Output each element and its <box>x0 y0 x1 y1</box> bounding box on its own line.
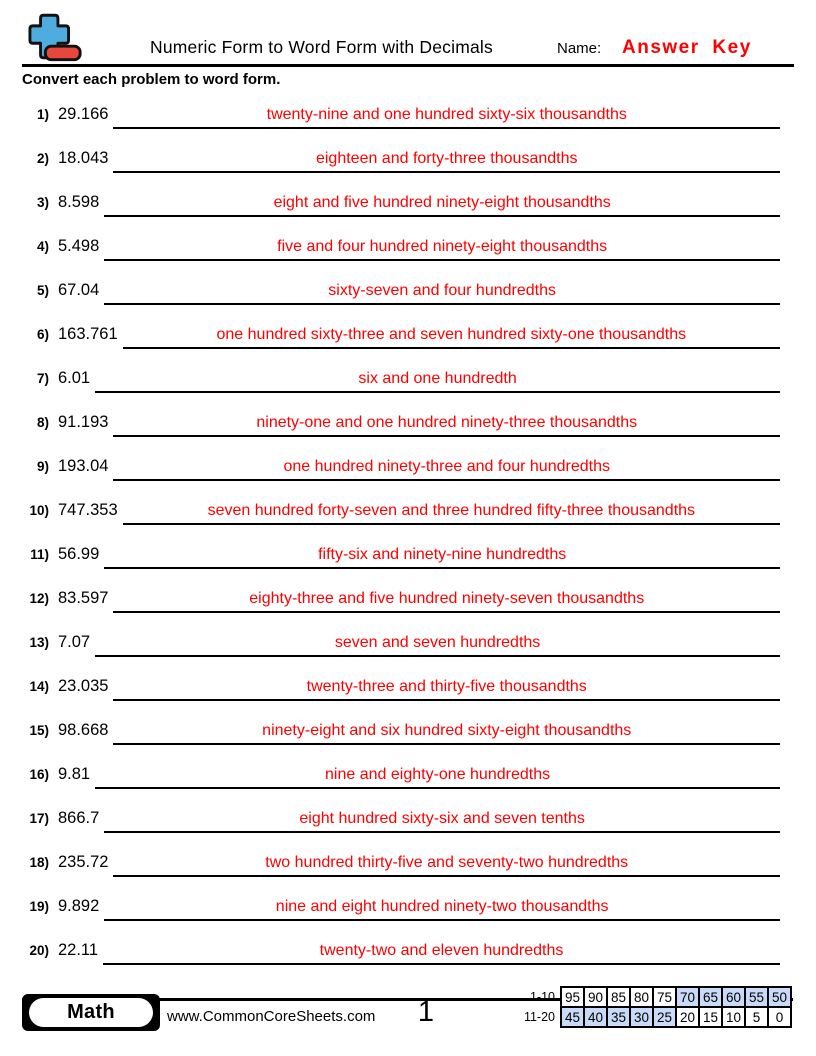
score-cell: 75 <box>653 987 676 1007</box>
problem-row <box>22 318 780 362</box>
answer-blank-line <box>95 634 780 657</box>
name-label: Name: <box>557 40 602 57</box>
problem-number: 17) <box>29 811 49 826</box>
answer-blank-line <box>95 370 780 393</box>
problem-number: 11) <box>30 547 49 562</box>
answer-blank-line <box>113 150 780 173</box>
website-url: www.CommonCoreSheets.com <box>167 1008 376 1025</box>
problem-value: 29.166 <box>58 105 109 123</box>
problem-answer: one hundred ninety-three and four hundredths <box>283 458 610 475</box>
problem-number: 19) <box>29 899 49 914</box>
answer-blank-line <box>113 106 780 129</box>
score-cell: 95 <box>561 987 584 1007</box>
score-cell: 60 <box>722 987 745 1007</box>
problem-answer: seven and seven hundredths <box>334 634 541 651</box>
problem-row <box>22 758 780 802</box>
problem-row <box>22 714 780 758</box>
problem-answer: eighteen and forty-three thousandths <box>315 150 578 167</box>
problem-number: 15) <box>29 723 49 738</box>
problem-number: 8) <box>36 415 49 430</box>
problem-number: 14) <box>29 679 49 694</box>
problem-number: 7) <box>36 371 49 386</box>
score-cell: 0 <box>768 1007 791 1027</box>
problem-answer: fifty-six and ninety-nine hundredths <box>318 546 567 563</box>
score-cell: 25 <box>653 1007 676 1027</box>
score-cell: 40 <box>584 1007 607 1027</box>
problem-row <box>22 450 780 494</box>
problem-answer: twenty-nine and one hundred sixty-six thousandths <box>266 106 627 123</box>
problem-number: 10) <box>29 503 49 518</box>
problem-answer: eight and five hundred ninety-eight thousandths <box>273 194 611 211</box>
problem-row <box>22 186 780 230</box>
problem-number: 13) <box>29 635 49 650</box>
problem-row <box>22 670 780 714</box>
answer-key-text: Answer Key <box>622 37 752 58</box>
answer-blank-line <box>103 942 780 965</box>
score-range-label: 11-20 <box>523 1010 555 1024</box>
problem-answer: twenty-three and thirty-five thousandths <box>306 678 587 695</box>
answer-blank-line <box>104 810 780 833</box>
problem-row <box>22 362 780 406</box>
problem-row <box>22 538 780 582</box>
subject-badge-label: Math <box>67 1001 115 1023</box>
problem-number: 16) <box>29 767 49 782</box>
score-table <box>524 986 792 1028</box>
problem-number: 12) <box>29 591 49 606</box>
problem-value: 9.892 <box>58 897 100 915</box>
header <box>22 0 794 67</box>
problem-value: 98.668 <box>58 721 109 739</box>
problem-number: 1) <box>36 107 49 122</box>
problem-row <box>22 142 780 186</box>
problem-number: 6) <box>36 327 49 342</box>
problem-row <box>22 802 780 846</box>
problem-answer: sixty-seven and four hundredths <box>328 282 556 299</box>
problem-value: 6.01 <box>58 369 91 387</box>
answer-blank-line <box>113 590 780 613</box>
problem-value: 235.72 <box>58 853 109 871</box>
problem-value: 866.7 <box>58 809 100 827</box>
problem-value: 747.353 <box>58 501 118 519</box>
problem-number: 9) <box>36 459 49 474</box>
problem-row <box>22 890 780 934</box>
problem-number: 18) <box>29 855 49 870</box>
problem-answer: seven hundred forty-seven and three hundred fifty-three thousandths <box>207 502 696 519</box>
subject-badge <box>22 994 160 1031</box>
worksheet-title: Numeric Form to Word Form with Decimals <box>150 37 493 57</box>
score-cell: 15 <box>699 1007 722 1027</box>
score-cell: 90 <box>584 987 607 1007</box>
problem-row <box>22 846 780 890</box>
problem-answer: one hundred sixty-three and seven hundred sixty-one thousandths <box>216 326 687 343</box>
answer-blank-line <box>104 194 780 217</box>
problem-row <box>22 406 780 450</box>
problem-answer: ninety-one and one hundred ninety-three thousandths <box>256 414 638 431</box>
score-range-label: 1-10 <box>529 990 555 1004</box>
answer-blank-line <box>95 766 780 789</box>
answer-blank-line <box>113 458 780 481</box>
problem-answer: eighty-three and five hundred ninety-seven thousandths <box>249 590 645 607</box>
score-cell: 80 <box>630 987 653 1007</box>
answer-blank-line <box>104 238 780 261</box>
score-cell: 10 <box>722 1007 745 1027</box>
instruction-text: Convert each problem to word form. <box>22 71 281 88</box>
answer-blank-line <box>123 326 780 349</box>
problem-value: 67.04 <box>58 281 100 299</box>
score-cell: 45 <box>561 1007 584 1027</box>
score-cell: 70 <box>676 987 699 1007</box>
problem-answer: eight hundred sixty-six and seven tenths <box>299 810 585 827</box>
problem-row <box>22 230 780 274</box>
problem-number: 2) <box>36 151 49 166</box>
answer-blank-line <box>113 722 780 745</box>
problem-value: 22.11 <box>58 941 99 959</box>
problem-answer: nine and eighty-one hundredths <box>325 766 551 783</box>
problem-number: 20) <box>29 943 49 958</box>
answer-blank-line <box>104 282 780 305</box>
score-cell: 30 <box>630 1007 653 1027</box>
problem-answer: nine and eight hundred ninety-two thousandths <box>275 898 609 915</box>
problem-row <box>22 274 780 318</box>
problem-value: 18.043 <box>58 149 109 167</box>
problem-value: 193.04 <box>58 457 109 475</box>
problem-number: 4) <box>36 239 49 254</box>
score-cell: 35 <box>607 1007 630 1027</box>
score-cell: 20 <box>676 1007 699 1027</box>
score-cell: 65 <box>699 987 722 1007</box>
answer-blank-line <box>104 546 780 569</box>
problem-number: 5) <box>36 283 49 298</box>
score-cell: 50 <box>768 987 791 1007</box>
problem-row <box>22 494 780 538</box>
problem-value: 5.498 <box>58 237 100 255</box>
problem-answer: two hundred thirty-five and seventy-two hundredths <box>265 854 629 871</box>
problem-row <box>22 582 780 626</box>
problem-answer: six and one hundredth <box>358 370 517 387</box>
answer-blank-line <box>123 502 780 525</box>
answer-blank-line <box>113 678 780 701</box>
problem-row <box>22 934 780 978</box>
problem-answer: five and four hundred ninety-eight thousandths <box>277 238 608 255</box>
score-cell: 85 <box>607 987 630 1007</box>
problems-list <box>22 98 780 978</box>
problem-value: 56.99 <box>58 545 100 563</box>
answer-blank-line <box>104 898 780 921</box>
score-cell: 5 <box>745 1007 768 1027</box>
problem-number: 3) <box>36 195 49 210</box>
problem-value: 83.597 <box>58 589 109 607</box>
problem-value: 23.035 <box>58 677 109 695</box>
plus-minus-logo-icon <box>28 11 84 67</box>
answer-blank-line <box>113 854 780 877</box>
problem-row <box>22 626 780 670</box>
answer-blank-line <box>113 414 780 437</box>
problem-value: 9.81 <box>58 765 91 783</box>
problem-row <box>22 98 780 142</box>
problem-value: 7.07 <box>58 633 91 651</box>
problem-value: 163.761 <box>58 325 118 343</box>
problem-answer: ninety-eight and six hundred sixty-eight thousandths <box>262 722 632 739</box>
problem-value: 91.193 <box>58 413 109 431</box>
page-number: 1 <box>417 996 435 1028</box>
problem-answer: twenty-two and eleven hundredths <box>319 942 564 959</box>
problem-value: 8.598 <box>58 193 100 211</box>
score-cell: 55 <box>745 987 768 1007</box>
footer <box>0 989 816 1046</box>
